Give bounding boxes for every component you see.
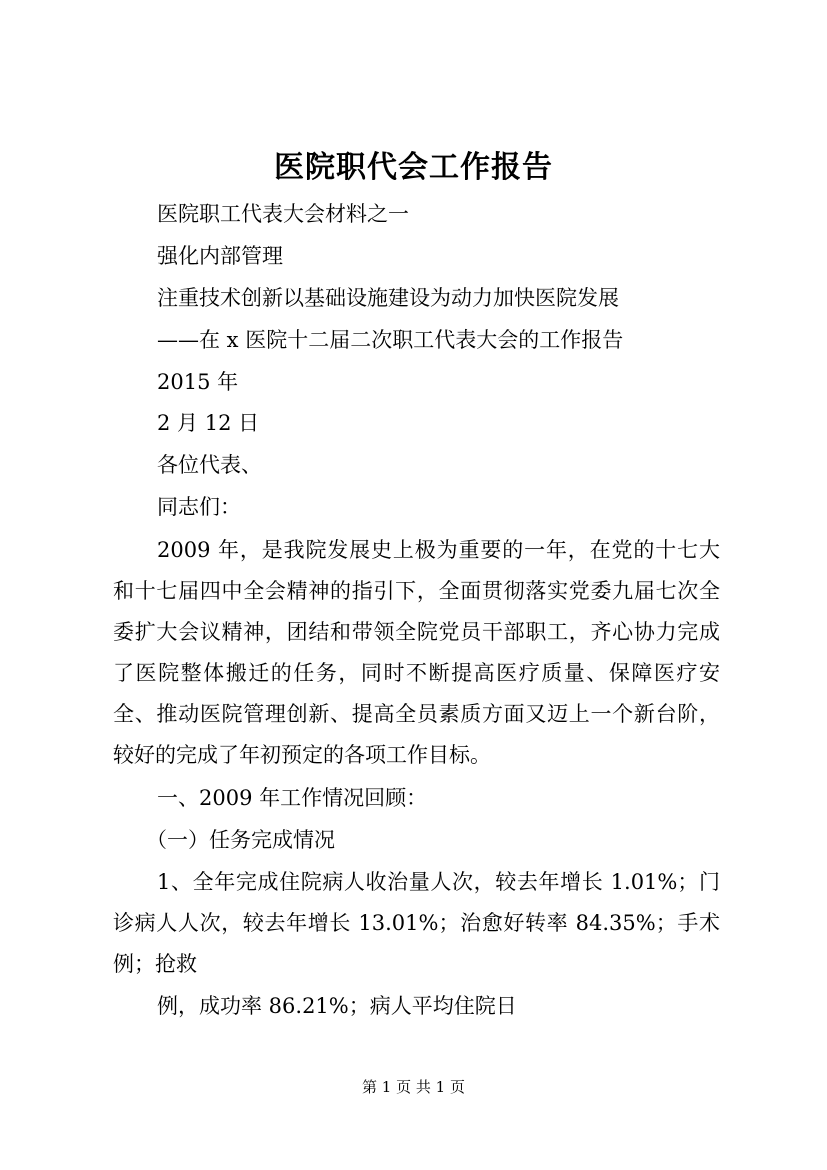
subtitle-line: 医院职工代表大会材料之一	[157, 202, 409, 226]
date-year: 2015 年	[157, 370, 239, 394]
salutation-line: 同志们：	[157, 495, 241, 519]
document-title: 医院职代会工作报告	[274, 150, 553, 185]
subtitle-line: ——在 x 医院十二届二次职工代表大会的工作报告	[157, 328, 624, 352]
body-paragraph: 1、全年完成住院病人收治量人次，较去年增长 1.01%；门诊病人人次，较去年增长 13.01%；治愈好转率 84.35%；手术例；抢救	[113, 870, 720, 976]
body-paragraph: 2009 年，是我院发展史上极为重要的一年，在党的十七大和十七届四中全会精神的指引下，全面贯彻落实党委九届七次全委扩大会议精神，团结和带领全院党员干部职工，齐心协力完成了医院整体搬迁的任务，同时不断提高医疗质量、保障医疗安全、推动医院管理创新、提高全员素质方面又迈上一个新台阶，较好的完成了年初预定的各项工作目标。	[113, 538, 720, 767]
salutation-line: 各位代表、	[157, 453, 262, 477]
date-day: 2 月 12 日	[157, 411, 260, 435]
page-footer: 第 1 页 共 1 页	[362, 1078, 465, 1096]
subtitle-line: 注重技术创新以基础设施建设为动力加快医院发展	[157, 286, 619, 310]
subtitle-line: 强化内部管理	[157, 244, 283, 268]
body-paragraph: 例，成功率 86.21%；病人平均住院日	[157, 994, 517, 1018]
section-heading: 一、2009 年工作情况回顾：	[157, 786, 428, 810]
subsection-heading: （一）任务完成情况	[146, 828, 335, 852]
